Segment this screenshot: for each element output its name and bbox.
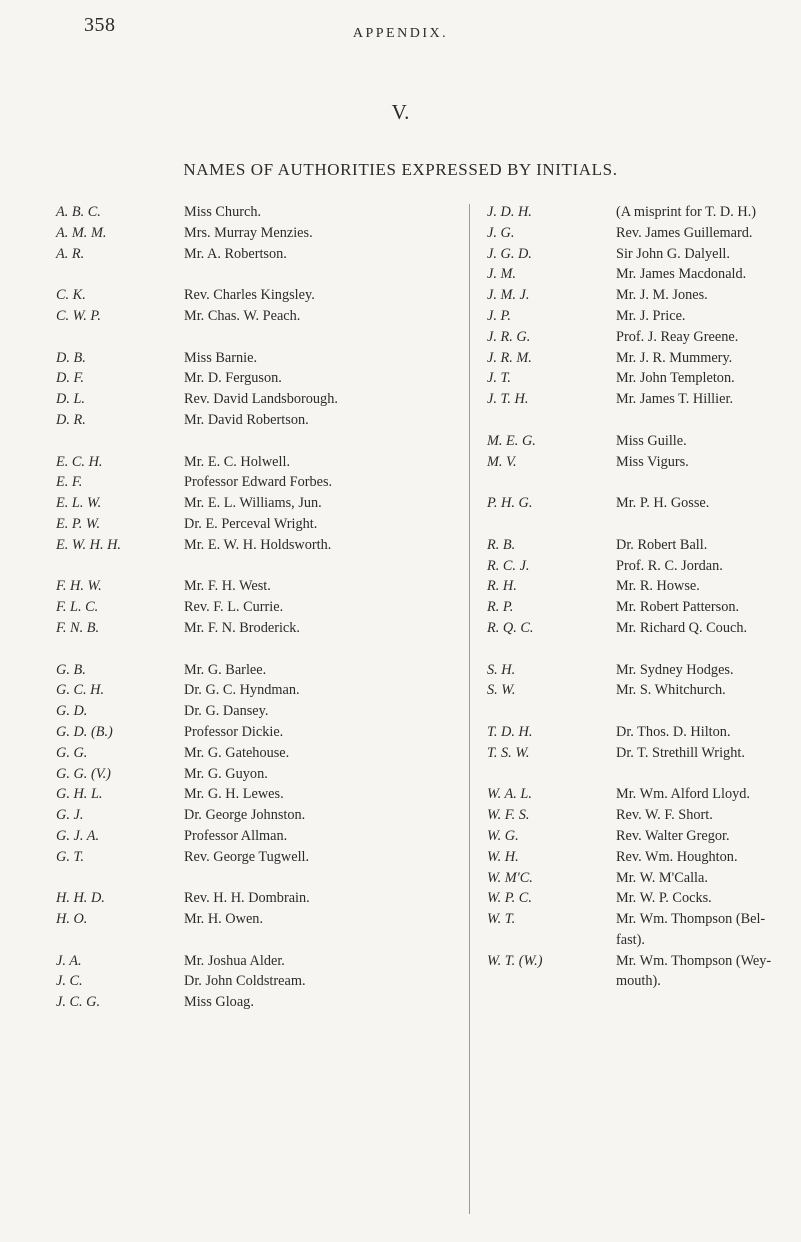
authority-name: (A misprint for T. D. H.) — [616, 204, 757, 220]
entry-gap — [56, 932, 466, 953]
authority-name: Rev. David Landsborough. — [184, 391, 338, 408]
authority-name: Rev. F. L. Currie. — [184, 599, 284, 616]
initials-entry — [465, 828, 795, 849]
authority-name: Rev. Wm. Houghton. — [616, 848, 738, 865]
authority-name: Dr. John Coldstream. — [184, 973, 306, 990]
initials-entry — [56, 474, 466, 495]
initials-entry — [56, 953, 466, 974]
entry-gap — [56, 558, 466, 579]
initials: D. B. — [56, 349, 86, 366]
entry-gap — [56, 870, 466, 891]
initials-entry — [56, 807, 466, 828]
authority-name: Mr. A. Robertson. — [184, 245, 287, 262]
initials-entry — [56, 620, 466, 641]
initials: G. G. — [56, 744, 88, 761]
initials-entry — [465, 308, 795, 329]
initials: W. M'C. — [487, 869, 533, 886]
authority-name: Dr. G. Dansey. — [184, 703, 269, 720]
initials: G. G. (V.) — [56, 765, 111, 782]
initials: F. N. B. — [56, 619, 100, 636]
initials-entry — [465, 246, 795, 267]
initials-entry — [56, 703, 466, 724]
initials-entry — [465, 225, 795, 246]
initials: J. P. — [487, 307, 511, 324]
initials-entry — [56, 454, 466, 475]
initials: J. G. D. — [487, 245, 532, 262]
initials: E. W. H. H. — [56, 536, 121, 553]
initials-entry — [465, 578, 795, 599]
initials: W. G. — [487, 827, 519, 844]
authority-name: Dr. G. C. Hyndman. — [184, 682, 300, 699]
authority-name: Mr. E. W. H. Holdsworth. — [184, 536, 332, 553]
authority-name: Mr. J. M. Jones. — [616, 287, 708, 304]
entry-gap — [465, 641, 795, 662]
initials-entry — [56, 412, 466, 433]
authority-name: Mr. S. Whitchurch. — [616, 682, 726, 699]
initials: E. C. H. — [56, 453, 103, 470]
initials-entry — [56, 370, 466, 391]
initials-entry — [56, 745, 466, 766]
authority-name: fast). — [616, 931, 645, 948]
entry-gap — [465, 766, 795, 787]
left-column — [56, 204, 466, 1015]
authority-name: Mr. John Templeton. — [616, 370, 735, 387]
initials: G. J. — [56, 807, 84, 824]
initials-entry — [465, 350, 795, 371]
authority-name: Mr. G. Barlee. — [184, 661, 267, 678]
authority-name: Mr. Wm. Thompson (Wey- — [616, 952, 772, 969]
initials: M. V. — [487, 453, 517, 470]
initials: R. Q. C. — [487, 619, 534, 636]
authority-name: Mr. E. C. Holwell. — [184, 453, 291, 470]
authority-name: Miss Vigurs. — [616, 453, 689, 470]
initials-entry — [465, 329, 795, 350]
initials: T. S. W. — [487, 744, 530, 761]
initials-entry — [465, 370, 795, 391]
authority-name: Professor Allman. — [184, 827, 288, 844]
authority-name: Mr. F. N. Broderick. — [184, 619, 301, 636]
authority-name: Rev. George Tugwell. — [184, 848, 310, 865]
entry-gap — [465, 412, 795, 433]
initials-entry — [56, 287, 466, 308]
entry-gap — [56, 641, 466, 662]
authority-name: Professor Edward Forbes. — [184, 474, 333, 491]
initials: G. B. — [56, 661, 86, 678]
initials-entry — [465, 786, 795, 807]
initials-entry — [56, 828, 466, 849]
initials-entry — [465, 745, 795, 766]
authority-name: Mr. E. L. Williams, Jun. — [184, 495, 322, 512]
initials: W. F. S. — [487, 807, 530, 824]
right-column — [465, 204, 795, 994]
initials: H. O. — [56, 911, 88, 928]
initials: J. T. H. — [487, 391, 529, 408]
authority-name: Mr. W. M'Calla. — [616, 869, 708, 886]
authority-name: Mr. R. Howse. — [616, 578, 700, 595]
authority-name: Miss Church. — [184, 204, 262, 220]
initials-entry — [56, 849, 466, 870]
initials: G. T. — [56, 848, 84, 865]
initials: E. F. — [56, 474, 83, 491]
authority-name: Prof. R. C. Jordan. — [616, 557, 723, 574]
initials: H. H. D. — [56, 890, 105, 907]
authority-name: Mr. P. H. Gosse. — [616, 495, 710, 512]
initials-entry — [465, 953, 795, 974]
authority-name: Rev. W. F. Short. — [616, 807, 713, 824]
initials: J. A. — [56, 952, 82, 969]
initials: J. R. G. — [487, 328, 531, 345]
initials-entry — [465, 495, 795, 516]
initials-entry — [56, 599, 466, 620]
authority-name: Mr. Joshua Alder. — [184, 952, 285, 969]
initials: W. H. — [487, 848, 519, 865]
page-number: 358 — [84, 14, 116, 36]
initials: P. H. G. — [487, 495, 533, 512]
initials-entry — [465, 537, 795, 558]
authority-name: Mr. Sydney Hodges. — [616, 661, 734, 678]
entry-gap — [56, 329, 466, 350]
initials-entry — [56, 724, 466, 745]
initials: W. A. L. — [487, 786, 532, 803]
initials: M. E. G. — [487, 432, 536, 449]
initials: G. J. A. — [56, 827, 100, 844]
initials-entry — [56, 786, 466, 807]
initials: G. C. H. — [56, 682, 105, 699]
initials: J. G. — [487, 224, 515, 241]
initials-entry — [465, 599, 795, 620]
authority-name: Mr. W. P. Cocks. — [616, 890, 712, 907]
authority-name: Mr. David Robertson. — [184, 411, 309, 428]
initials-entry — [56, 766, 466, 787]
authority-name: Mr. James T. Hillier. — [616, 391, 734, 408]
initials-entry — [465, 287, 795, 308]
initials-entry — [465, 682, 795, 703]
initials: A. B. C. — [56, 204, 101, 220]
initials-entry — [465, 620, 795, 641]
authority-name: Mr. Chas. W. Peach. — [184, 307, 301, 324]
initials-entry — [56, 973, 466, 994]
initials-entry — [56, 204, 466, 225]
authority-name: Rev. H. H. Dombrain. — [184, 890, 310, 907]
initials-entry — [465, 807, 795, 828]
authority-name: Mr. Wm. Alford Lloyd. — [616, 786, 750, 803]
initials-entry — [465, 266, 795, 287]
initials-entry — [465, 391, 795, 412]
entry-gap — [56, 266, 466, 287]
authority-name: Professor Dickie. — [184, 723, 284, 740]
initials: R. C. J. — [487, 557, 530, 574]
authority-name: Mr. J. R. Mummery. — [616, 349, 733, 366]
authority-name: Sir John G. Dalyell. — [616, 245, 730, 262]
initials: J. C. — [56, 973, 83, 990]
initials: J. M. J. — [487, 287, 530, 304]
initials-entry — [465, 890, 795, 911]
authority-name: Mr. Richard Q. Couch. — [616, 619, 748, 636]
initials-entry — [465, 724, 795, 745]
authority-name: Dr. T. Strethill Wright. — [616, 744, 745, 761]
initials-entry — [465, 662, 795, 683]
authority-name: Mr. Robert Patterson. — [616, 599, 740, 616]
entry-gap — [465, 474, 795, 495]
initials-entry — [56, 391, 466, 412]
authority-name: Miss Gloag. — [184, 994, 254, 1011]
initials: J. C. G. — [56, 994, 101, 1011]
initials: R. H. — [487, 578, 517, 595]
initials: F. L. C. — [56, 599, 99, 616]
entry-gap — [465, 516, 795, 537]
entry-gap — [465, 703, 795, 724]
initials: D. F. — [56, 370, 84, 387]
authority-name: Miss Guille. — [616, 432, 687, 449]
initials-entry — [56, 308, 466, 329]
initials: W. P. C. — [487, 890, 532, 907]
authority-name: Mr. H. Owen. — [184, 911, 264, 928]
authority-name: Dr. George Johnston. — [184, 807, 306, 824]
authority-name: Mr. G. Guyon. — [184, 765, 268, 782]
authority-name: mouth). — [616, 973, 661, 990]
initials-entry — [56, 350, 466, 371]
initials-entry — [465, 911, 795, 932]
authority-name: Mr. D. Ferguson. — [184, 370, 282, 387]
initials-entry — [465, 870, 795, 891]
initials: J. D. H. — [487, 204, 532, 220]
initials-entry — [465, 849, 795, 870]
initials: J. T. — [487, 370, 511, 387]
initials: D. R. — [56, 411, 86, 428]
initials-entry — [56, 911, 466, 932]
authority-name: Rev. Charles Kingsley. — [184, 287, 315, 304]
initials-entry — [56, 578, 466, 599]
initials: C. K. — [56, 287, 86, 304]
initials: J. M. — [487, 266, 516, 283]
authority-name: Rev. Walter Gregor. — [616, 827, 730, 844]
initials-entry — [56, 495, 466, 516]
initials-entry — [56, 246, 466, 267]
authority-name: Prof. J. Reay Greene. — [616, 328, 739, 345]
initials: R. B. — [487, 536, 516, 553]
authority-name: Mr. G. H. Lewes. — [184, 786, 284, 803]
initials-entry — [465, 204, 795, 225]
initials: T. D. H. — [487, 723, 533, 740]
initials-entry — [56, 516, 466, 537]
initials: G. D. — [56, 703, 88, 720]
initials: A. R. — [56, 245, 85, 262]
authority-name: Rev. James Guillemard. — [616, 224, 753, 241]
initials-entry — [465, 973, 795, 994]
authority-name: Dr. E. Perceval Wright. — [184, 515, 318, 532]
initials-entry — [465, 433, 795, 454]
initials-entry — [465, 454, 795, 475]
initials-entry — [56, 994, 466, 1015]
running-head: APPENDIX. — [352, 26, 449, 41]
authority-name: Mr. Wm. Thompson (Bel- — [616, 911, 766, 928]
initials: S. H. — [487, 661, 516, 678]
authority-name: Mrs. Murray Menzies. — [184, 224, 313, 241]
initials: A. M. M. — [56, 224, 107, 241]
initials: G. D. (B.) — [56, 723, 113, 740]
initials: F. H. W. — [56, 578, 102, 595]
authority-name: Dr. Robert Ball. — [616, 536, 708, 553]
initials-entry — [56, 662, 466, 683]
initials: W. T. — [487, 911, 516, 928]
initials-entry — [56, 537, 466, 558]
initials-entry — [56, 890, 466, 911]
initials: W. T. (W.) — [487, 952, 543, 969]
authority-name: Mr. James Macdonald. — [616, 266, 747, 283]
initials: D. L. — [56, 391, 85, 408]
initials-entry — [56, 682, 466, 703]
initials: R. P. — [487, 599, 514, 616]
initials: G. H. L. — [56, 786, 103, 803]
authority-name: Mr. F. H. West. — [184, 578, 271, 595]
initials-entry — [465, 558, 795, 579]
initials-entry — [56, 225, 466, 246]
initials: C. W. P. — [56, 307, 101, 324]
section-number: V. — [391, 100, 410, 124]
authority-name: Miss Barnie. — [184, 349, 258, 366]
authority-name: Mr. J. Price. — [616, 307, 686, 324]
initials: S. W. — [487, 682, 516, 699]
initials-entry — [465, 932, 795, 953]
authority-name: Mr. G. Gatehouse. — [184, 744, 290, 761]
initials: E. L. W. — [56, 495, 102, 512]
section-title: NAMES OF AUTHORITIES EXPRESSED BY INITIALS. — [183, 160, 618, 179]
entry-gap — [56, 433, 466, 454]
initials: E. P. W. — [56, 515, 101, 532]
initials: J. R. M. — [487, 349, 532, 366]
authority-name: Dr. Thos. D. Hilton. — [616, 723, 731, 740]
